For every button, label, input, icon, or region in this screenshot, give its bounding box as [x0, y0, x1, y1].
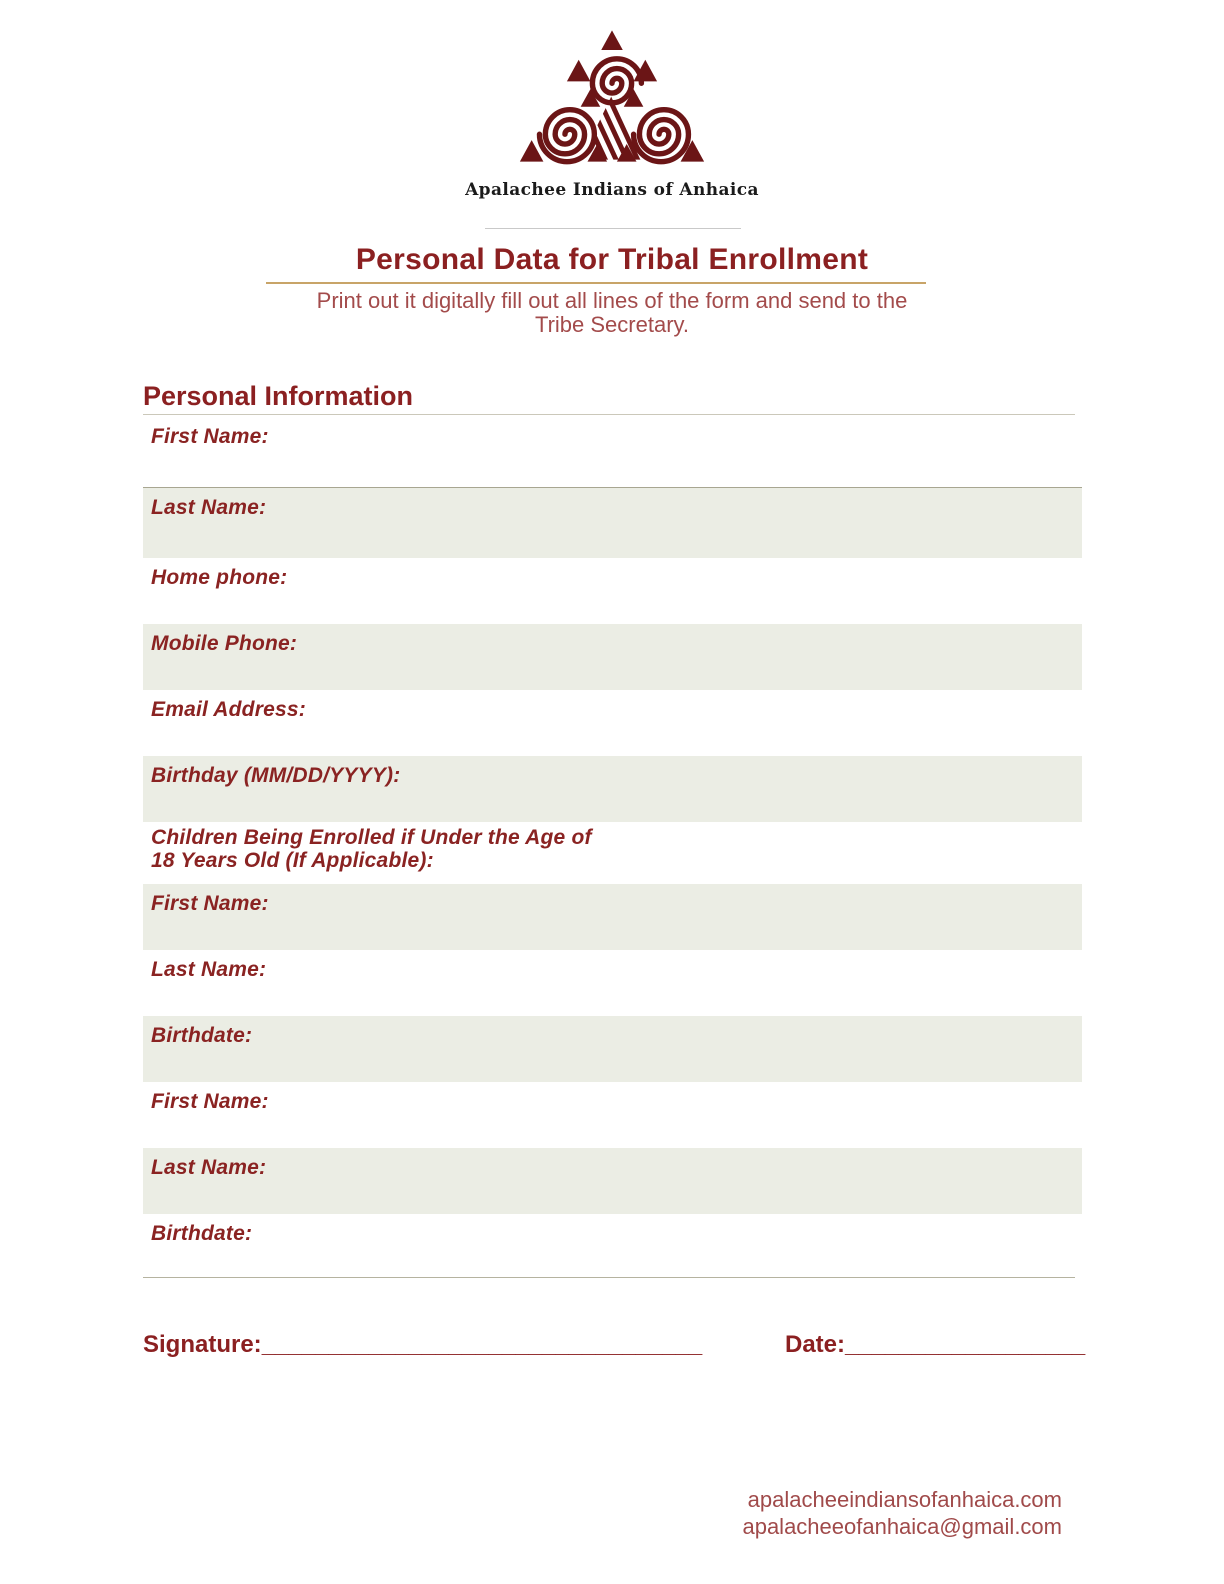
field-label: Last Name: [151, 496, 267, 519]
page-subtitle [0, 289, 1224, 337]
field-label: Email Address: [151, 698, 306, 721]
children-section-header [143, 822, 1082, 884]
signature-field[interactable] [143, 1331, 702, 1359]
field-row-child2-last-name[interactable] [143, 1148, 1082, 1214]
field-row-child2-first-name[interactable] [143, 1082, 1082, 1148]
children-header-line-1: Children Being Enrolled if Under the Age of [151, 826, 592, 849]
field-label: Birthdate: [151, 1222, 253, 1245]
signature-label: Signature: [143, 1331, 262, 1358]
field-row-last-name[interactable] [143, 487, 1082, 558]
field-label: Last Name: [151, 1156, 267, 1179]
footer-website: apalacheeindiansofanhaica.com [747, 1487, 1062, 1512]
field-label: Last Name: [151, 958, 267, 981]
section-rule [143, 414, 1075, 415]
field-label: First Name: [151, 1090, 269, 1113]
date-label: Date: [785, 1331, 846, 1358]
page-footer [742, 1486, 1062, 1540]
field-row-child2-birthdate[interactable] [143, 1214, 1082, 1280]
form-bottom-rule [143, 1277, 1075, 1278]
date-blank-line[interactable]: __________________ [845, 1331, 1086, 1358]
title-underline [266, 282, 926, 284]
field-row-child1-first-name[interactable] [143, 884, 1082, 950]
field-label: First Name: [151, 892, 269, 915]
signature-blank-line[interactable]: _________________________________ [261, 1331, 703, 1358]
field-row-child1-last-name[interactable] [143, 950, 1082, 1016]
footer-email: apalacheeofanhaica@gmail.com [742, 1514, 1062, 1539]
children-header-line-2: 18 Years Old (If Applicable): [151, 849, 434, 872]
subtitle-line-2: Tribe Secretary. [534, 312, 690, 337]
field-label: Birthdate: [151, 1024, 253, 1047]
field-label: Home phone: [151, 566, 288, 589]
logo-right-spiral-icon [634, 110, 689, 162]
field-label: Birthday (MM/DD/YYYY): [151, 764, 401, 787]
logo-divider [485, 228, 741, 229]
field-row-home-phone[interactable] [143, 558, 1082, 624]
field-row-first-name[interactable] [143, 417, 1082, 487]
tribal-logo [514, 22, 710, 172]
logo-left-spiral-icon [539, 110, 594, 162]
field-label: First Name: [151, 425, 269, 448]
org-name: Apalachee Indians of Anhaica [465, 180, 759, 200]
page-title: Personal Data for Tribal Enrollment [355, 243, 869, 276]
field-row-child1-birthdate[interactable] [143, 1016, 1082, 1082]
date-field[interactable] [785, 1331, 1085, 1359]
logo-block [0, 22, 1224, 177]
field-row-birthday[interactable] [143, 756, 1082, 822]
subtitle-line-1: Print out it digitally fill out all lines of the form and send to the [316, 288, 908, 313]
field-label: Mobile Phone: [151, 632, 298, 655]
form-fields [143, 417, 1082, 1280]
field-row-mobile-phone[interactable] [143, 624, 1082, 690]
field-row-email-address[interactable] [143, 690, 1082, 756]
section-title-personal-information: Personal Information [143, 381, 414, 411]
